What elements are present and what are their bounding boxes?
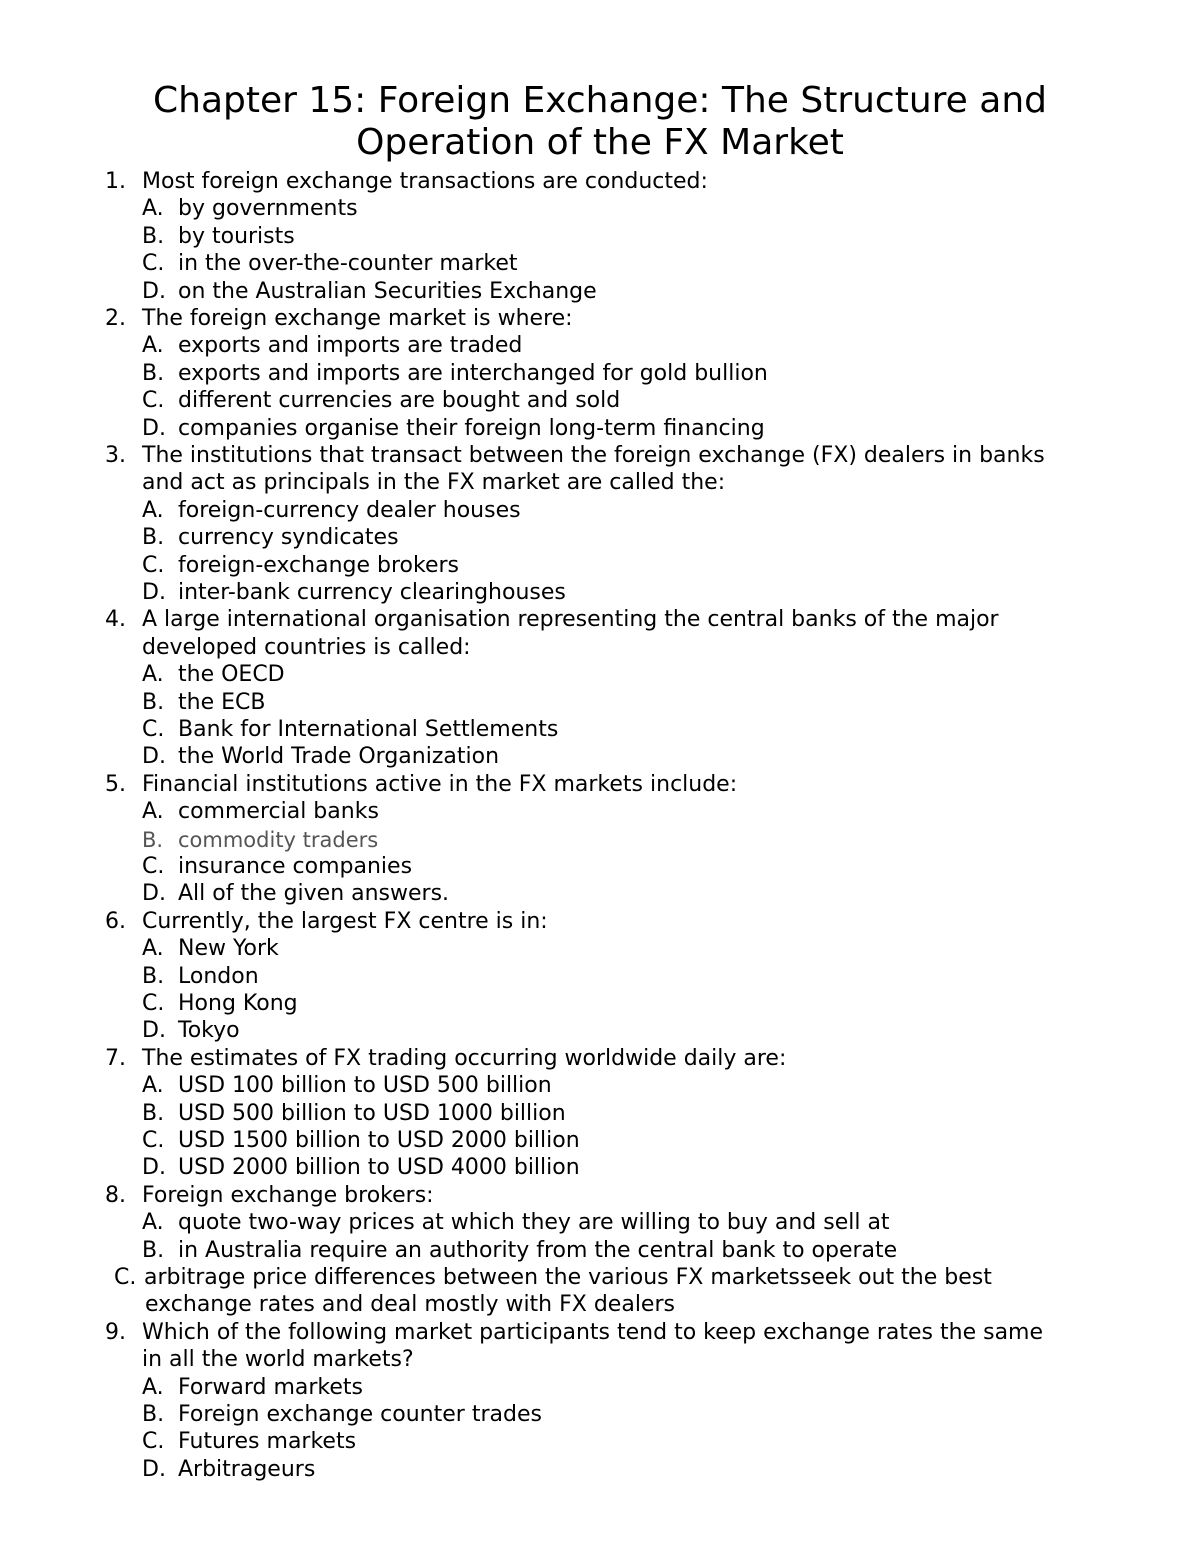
option-text: by governments — [178, 196, 358, 221]
question-number: 7. — [105, 1046, 126, 1071]
option-text: exports and imports are interchanged for gold bullion — [178, 361, 768, 386]
option-letter: D. — [142, 881, 166, 906]
option-letter: D. — [142, 580, 166, 605]
option-content — [142, 853, 412, 881]
option-letter: A. — [142, 333, 164, 358]
option-letter: A. — [142, 936, 164, 961]
option-text: Bank for International Settlements — [178, 717, 559, 742]
option-letter: A. — [142, 1073, 164, 1098]
question-number: 2. — [105, 306, 126, 331]
title-line-2: Operation of the FX Market — [356, 122, 844, 163]
question-number: 3. — [105, 443, 126, 468]
option-text: London — [178, 964, 259, 989]
option-content — [142, 387, 620, 415]
option-text: Futures markets — [178, 1429, 357, 1454]
option-text: USD 2000 billion to USD 4000 billion — [178, 1155, 580, 1180]
option-content — [142, 552, 459, 580]
option-letter: A. — [142, 662, 164, 687]
option-letter: B. — [142, 1238, 165, 1263]
question-number: 8. — [105, 1183, 126, 1208]
option-letter: B. — [142, 1101, 165, 1126]
option-content — [142, 497, 521, 525]
option-text: USD 1500 billion to USD 2000 billion — [178, 1128, 580, 1153]
option-content — [142, 223, 295, 251]
question-text: A large international organisation representing the central banks of the major — [142, 607, 999, 632]
option-letter: D. — [142, 1155, 166, 1180]
option-letter: B. — [142, 828, 164, 852]
option-text: foreign-currency dealer houses — [178, 498, 521, 523]
option-content — [142, 195, 358, 223]
option-content — [142, 716, 558, 744]
option-text: in Australia require an authority from the central bank to operate — [178, 1238, 898, 1263]
question-text: The estimates of FX trading occurring worldwide daily are: — [142, 1046, 787, 1071]
option-content — [142, 1401, 542, 1429]
option-text: on the Australian Securities Exchange — [178, 279, 597, 304]
option-content — [142, 1209, 890, 1237]
option-letter: C. — [142, 251, 165, 276]
option-text: commercial banks — [178, 799, 379, 824]
option-letter: D. — [142, 744, 166, 769]
option-letter: D. — [142, 416, 166, 441]
option-content — [114, 1264, 992, 1292]
option-letter: D. — [142, 1457, 166, 1482]
option-text: USD 500 billion to USD 1000 billion — [178, 1101, 566, 1126]
question-number: 5. — [105, 772, 126, 797]
option-text: foreign-exchange brokers — [178, 553, 459, 578]
option-text: All of the given answers. — [178, 881, 450, 906]
option-text: the ECB — [178, 690, 266, 715]
option-letter: C. — [142, 717, 165, 742]
option-letter: A. — [142, 1210, 164, 1235]
option-letter: C. — [142, 388, 165, 413]
option-letter: A. — [142, 196, 164, 221]
option-content — [142, 1100, 566, 1128]
option-content — [142, 524, 399, 552]
question-number: 4. — [105, 607, 126, 632]
question-text: in all the world markets? — [142, 1347, 414, 1372]
option-letter: B. — [142, 690, 165, 715]
option-text: insurance companies — [178, 854, 413, 879]
option-letter: B. — [142, 1402, 165, 1427]
question-text: The institutions that transact between the foreign exchange (FX) dealers in banks — [142, 443, 1045, 468]
option-letter: B. — [142, 525, 165, 550]
question-number: 9. — [105, 1320, 126, 1345]
option-text: quote two-way prices at which they are willing to buy and sell at — [178, 1210, 890, 1235]
option-letter: D. — [142, 279, 166, 304]
option-text: New York — [178, 936, 279, 961]
option-content — [142, 880, 449, 908]
option-content — [142, 250, 518, 278]
question-text: developed countries is called: — [142, 635, 471, 660]
option-letter: C. — [142, 1128, 165, 1153]
option-content — [142, 278, 597, 306]
option-text: Hong Kong — [178, 991, 298, 1016]
question-text: and act as principals in the FX market are called the: — [142, 470, 726, 495]
option-letter: D. — [142, 1018, 166, 1043]
option-text: companies organise their foreign long-term financing — [178, 416, 765, 441]
option-text: Foreign exchange counter trades — [178, 1402, 542, 1427]
question-text: Which of the following market participants tend to keep exchange rates the same — [142, 1320, 1044, 1345]
option-text: USD 100 billion to USD 500 billion — [178, 1073, 552, 1098]
option-content — [142, 1072, 552, 1100]
option-letter: B. — [142, 361, 165, 386]
option-text: inter-bank currency clearinghouses — [178, 580, 566, 605]
option-content — [142, 1456, 315, 1484]
option-content — [142, 1237, 897, 1265]
option-content — [142, 360, 768, 388]
option-content — [142, 743, 499, 771]
option-content — [142, 990, 298, 1018]
option-text: commodity traders — [178, 828, 379, 852]
option-text: Tokyo — [178, 1018, 240, 1043]
question-number: 6. — [105, 909, 126, 934]
option-letter: C. — [114, 1265, 137, 1290]
option-content — [142, 1154, 580, 1182]
question-number: 1. — [105, 169, 126, 194]
option-content — [142, 826, 378, 854]
question-text: Most foreign exchange transactions are conducted: — [142, 169, 708, 194]
option-content — [142, 963, 259, 991]
option-letter: B. — [142, 964, 165, 989]
option-text: Forward markets — [178, 1375, 364, 1400]
option-letter: A. — [142, 498, 164, 523]
option-text: Arbitrageurs — [178, 1457, 316, 1482]
option-content — [142, 935, 279, 963]
option-content — [142, 579, 566, 607]
option-letter: A. — [142, 799, 164, 824]
option-content — [142, 689, 265, 717]
option-text: exports and imports are traded — [178, 333, 523, 358]
question-text: Foreign exchange brokers: — [142, 1183, 434, 1208]
option-letter: B. — [142, 224, 165, 249]
option-text: the World Trade Organization — [178, 744, 500, 769]
option-content — [142, 1374, 363, 1402]
option-letter: C. — [142, 553, 165, 578]
option-content — [142, 798, 379, 826]
option-content — [142, 1017, 240, 1045]
option-content — [142, 661, 285, 689]
option-letter: C. — [142, 1429, 165, 1454]
question-text: The foreign exchange market is where: — [142, 306, 573, 331]
option-letter: A. — [142, 1375, 164, 1400]
option-content — [142, 332, 522, 360]
option-text: by tourists — [178, 224, 295, 249]
option-text: in the over-the-counter market — [178, 251, 518, 276]
option-text: currency syndicates — [178, 525, 399, 550]
option-continuation: exchange rates and deal mostly with FX dealers — [145, 1292, 675, 1317]
option-letter: C. — [142, 854, 165, 879]
question-text: Currently, the largest FX centre is in: — [142, 909, 548, 934]
title-line-1: Chapter 15: Foreign Exchange: The Structure and — [153, 80, 1047, 121]
option-text: different currencies are bought and sold — [178, 388, 621, 413]
option-content — [142, 415, 765, 443]
option-text: the OECD — [178, 662, 285, 687]
page-title — [0, 80, 1200, 164]
option-content — [142, 1428, 356, 1456]
option-content — [142, 1127, 580, 1155]
question-text: Financial institutions active in the FX markets include: — [142, 772, 738, 797]
option-text: arbitrage price differences between the various FX marketsseek out the best — [144, 1265, 992, 1290]
option-letter: C. — [142, 991, 165, 1016]
